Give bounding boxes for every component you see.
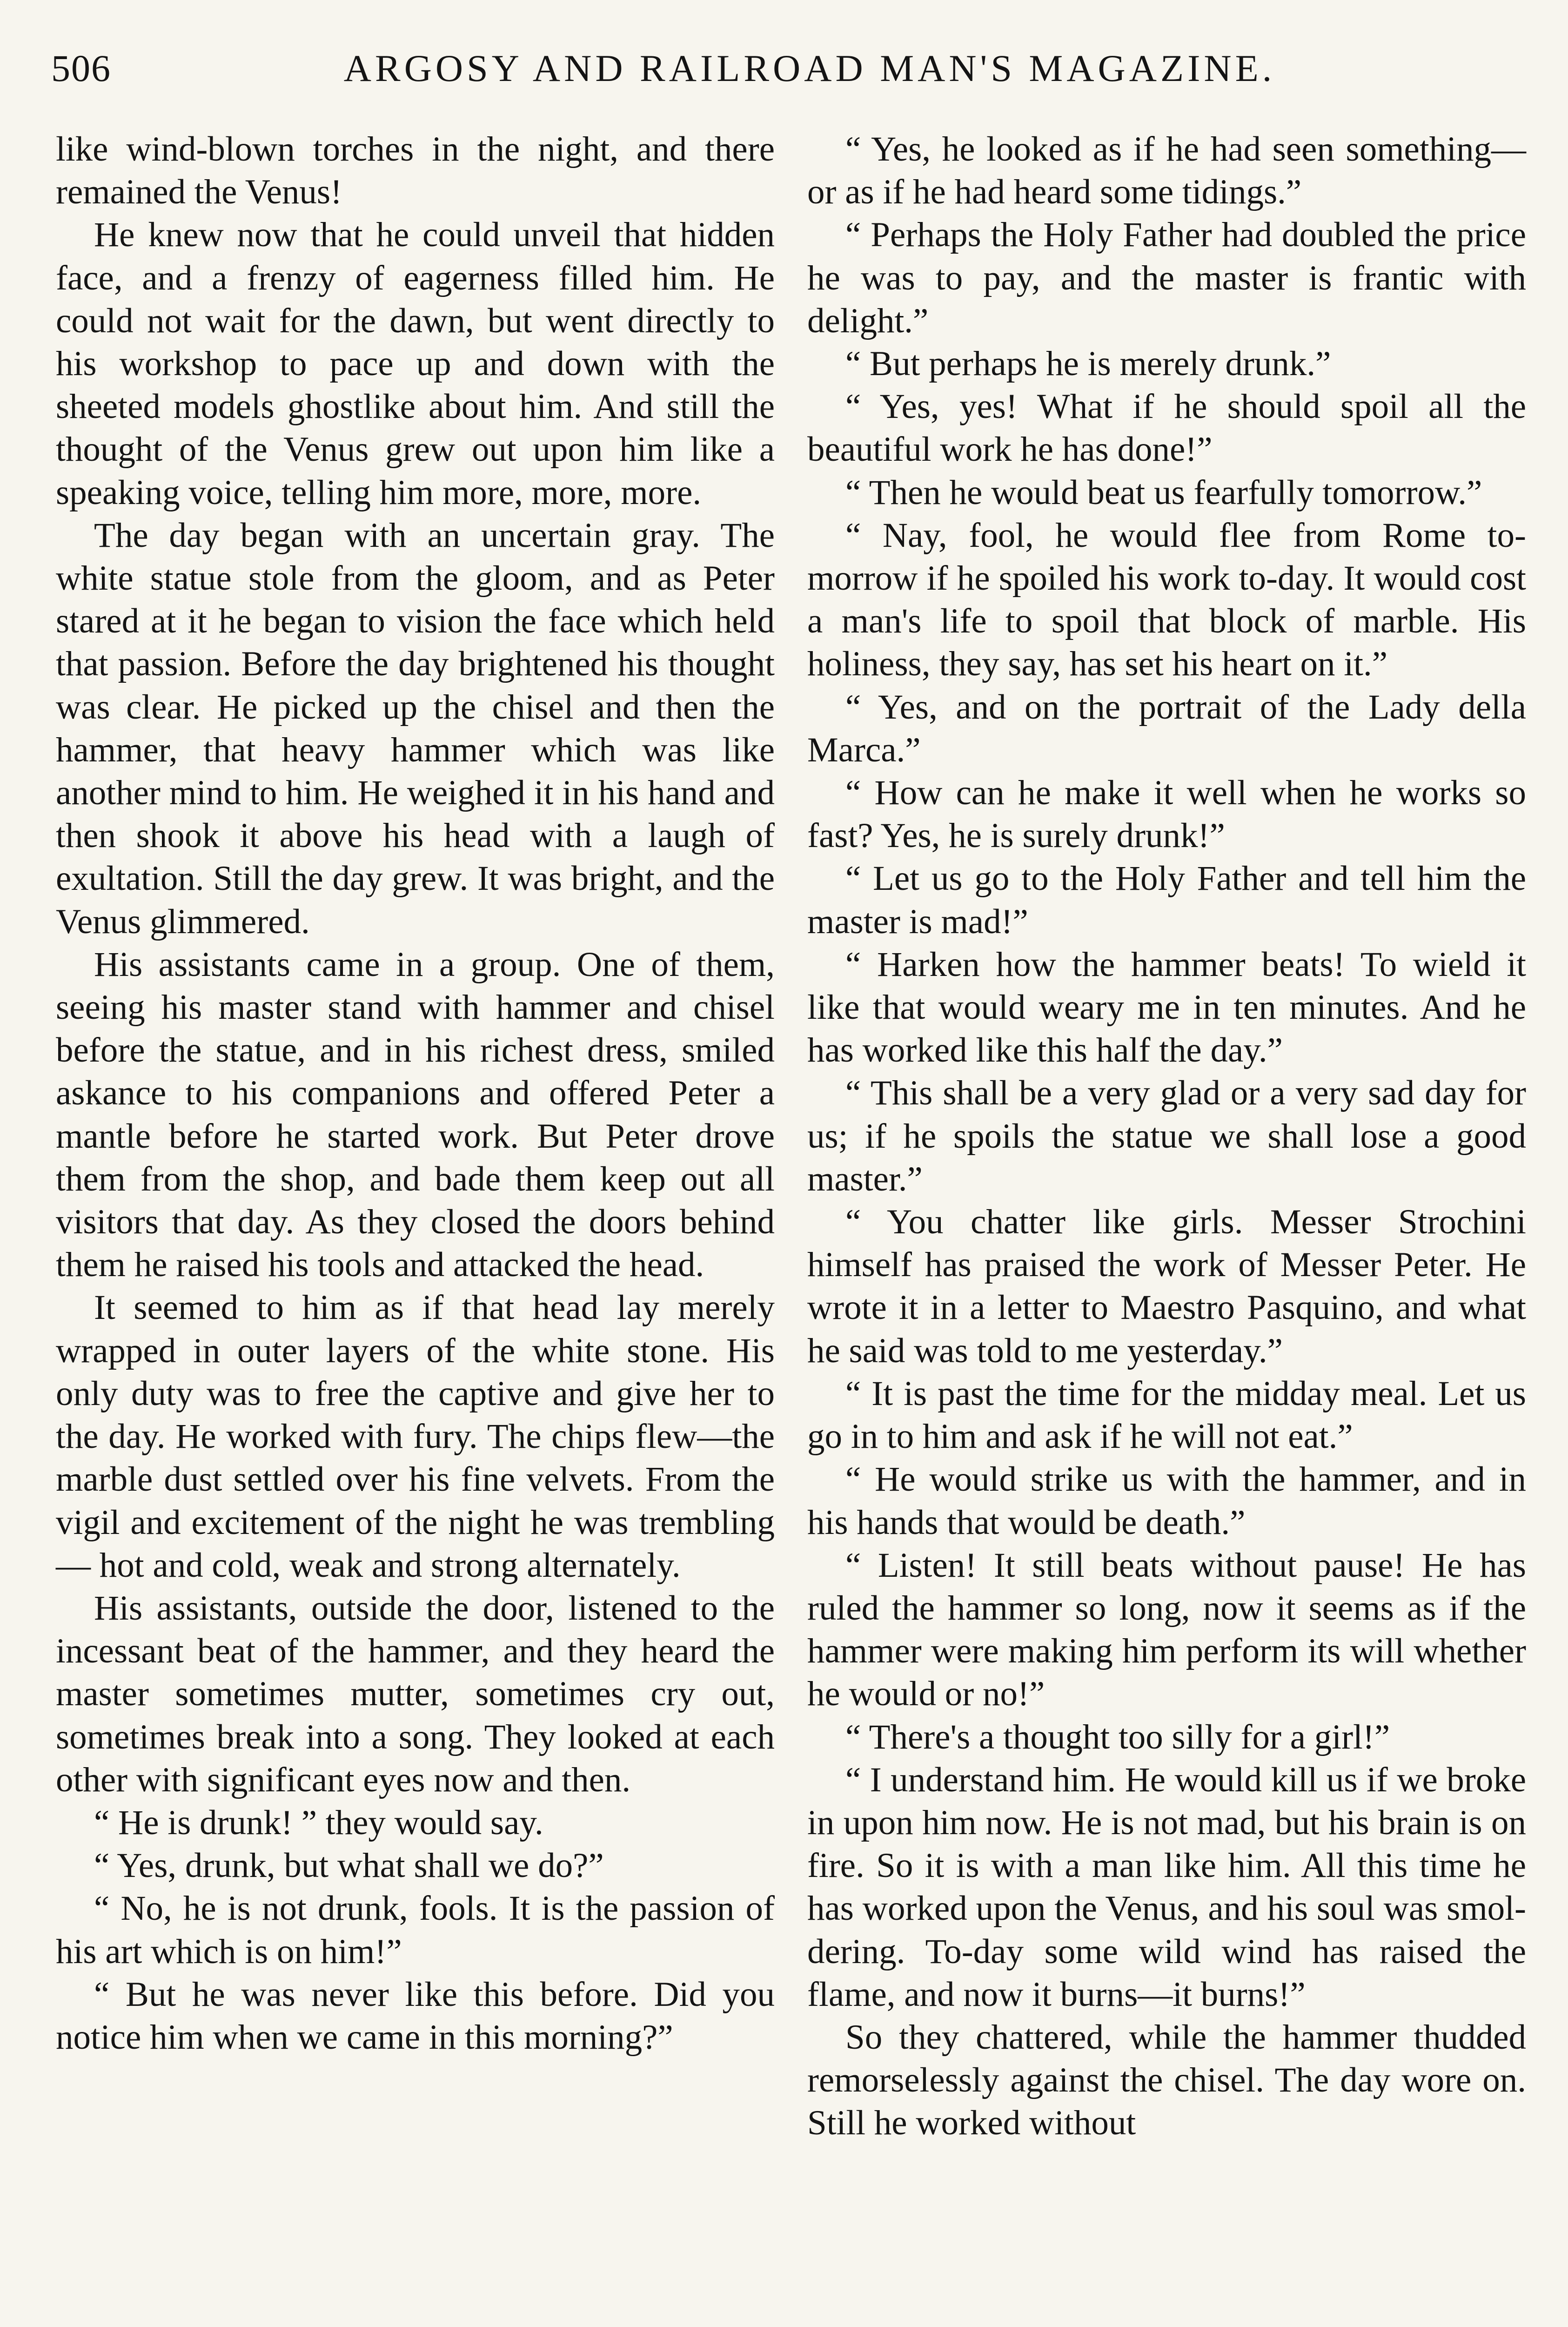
paragraph: “ Perhaps the Holy Father had doubled the price he was to pay, and the master is frantic with delight.” xyxy=(807,215,1526,340)
left-column xyxy=(56,128,775,2059)
paragraph: “ There's a thought too silly for a girl!” xyxy=(845,1717,1390,1756)
paragraph: The day began with an uncertain gray. The white statue stole from the gloom, and as Peter stared at it he began to vision the face which held that passion. Before the day brightened his thought was clear. He picked up the chisel and then the hammer, that heavy hammer which was like another mind to him. He weighed it in his hand and then shook it above his head with a laugh of exultation. Still the day grew. It was bright, and the Venus glimmered. xyxy=(56,516,775,941)
paragraph: It seemed to him as if that head lay merely wrapped in outer layers of the white stone. His only duty was to free the captive and give her to the day. He worked with fury. The chips flew—the marble dust settled over his fine velvets. From the vigil and excitement of the night he was trembling — hot and cold, weak and strong alternately. xyxy=(56,1288,775,1585)
paragraph: “ You chatter like girls. Messer Strochini himself has praised the work of Messer Peter. He wrote it in a letter to Maestro Pasquino, and what he said was told to me yesterday.” xyxy=(807,1203,1526,1370)
running-head: ARGOSY AND RAILROAD MAN'S MAGAZINE. xyxy=(343,47,1276,89)
paragraph: “ Let us go to the Holy Father and tell him the master is mad!” xyxy=(807,859,1526,941)
paragraph: “ He is drunk! ” they would say. xyxy=(94,1803,543,1842)
paragraph: His assistants, outside the door, listened to the incessant beat of the hammer, and they heard the master sometimes mutter, sometimes cry out, sometimes break into a song. They looked at each other with significant eyes now and then. xyxy=(56,1588,775,1799)
paragraph: He knew now that he could unveil that hidden face, and a frenzy of eagerness filled him. He could not wait for the dawn, but went directly to his workshop to pace up and down with the sheeted models ghostlike about him. And still the thought of the Venus grew out upon him like a speaking voice, telling him more, more, more. xyxy=(56,215,775,512)
paragraph: His assistants came in a group. One of them, seeing his master stand with hammer and chisel before the statue, and in his richest dress, smiled askance to his companions and offered Peter a mantle before he started work. But Peter drove them from the shop, and bade them keep out all visitors that day. As they closed the doors behind them he raised his tools and attacked the head. xyxy=(56,945,775,1285)
paragraph: “ He would strike us with the hammer, and in his hands that would be death.” xyxy=(807,1460,1526,1542)
paragraph: “ Yes, he looked as if he had seen something—or as if he had heard some tidings.” xyxy=(807,130,1526,212)
right-column xyxy=(807,128,1526,2145)
paragraph: “ No, he is not drunk, fools. It is the passion of his art which is on him!” xyxy=(56,1889,775,1971)
paragraph: “ Yes, and on the portrait of the Lady della Marca.” xyxy=(807,687,1526,769)
paragraph: “ Listen! It still beats without pause! He has ruled the hammer so long, now it seems as if the hammer were making him perform its will whether he would or no!” xyxy=(807,1546,1526,1714)
paragraph: “ Yes, yes! What if he should spoil all the beautiful work he has done!” xyxy=(807,387,1526,469)
paragraph: “ But perhaps he is merely drunk.” xyxy=(845,344,1331,383)
page-header xyxy=(51,37,1517,102)
paragraph: “ Then he would beat us fearfully tomorrow.” xyxy=(845,473,1482,512)
paragraph: “ This shall be a very glad or a very sad day for us; if he spoils the statue we shall lose a good master.” xyxy=(807,1074,1526,1198)
page-number: 506 xyxy=(51,47,111,89)
paragraph: “ Harken how the hammer beats! To wield it like that would weary me in ten minutes. And he has worked like this half the day.” xyxy=(807,945,1526,1070)
paragraph: “ Nay, fool, he would flee from Rome to-morrow if he spoiled his work to-day. It would cost a man's life to spoil that block of marble. His holiness, they say, has set his heart on it.” xyxy=(807,516,1526,684)
paragraph: “ Yes, drunk, but what shall we do?” xyxy=(94,1846,604,1885)
paragraph: like wind-blown torches in the night, and there remained the Venus! xyxy=(56,130,775,212)
paragraph: So they chattered, while the hammer thudded remorselessly against the chisel. The day wore on. Still he worked without xyxy=(807,2018,1526,2143)
paragraph: “ It is past the time for the midday meal. Let us go in to him and ask if he will not eat.” xyxy=(807,1374,1526,1456)
paragraph: “ But he was never like this before. Did you notice him when we came in this morning?” xyxy=(56,1975,775,2057)
paragraph: “ How can he make it well when he works so fast? Yes, he is surely drunk!” xyxy=(807,773,1526,855)
paragraph: “ I understand him. He would kill us if we broke in upon him now. He is not mad, but his brain is on fire. So it is with a man like him. All this time he has worked upon the Venus, and his soul was smoldering. To-day some wild wind has raised the flame, and now it burns—it burns!” xyxy=(807,1760,1526,2014)
